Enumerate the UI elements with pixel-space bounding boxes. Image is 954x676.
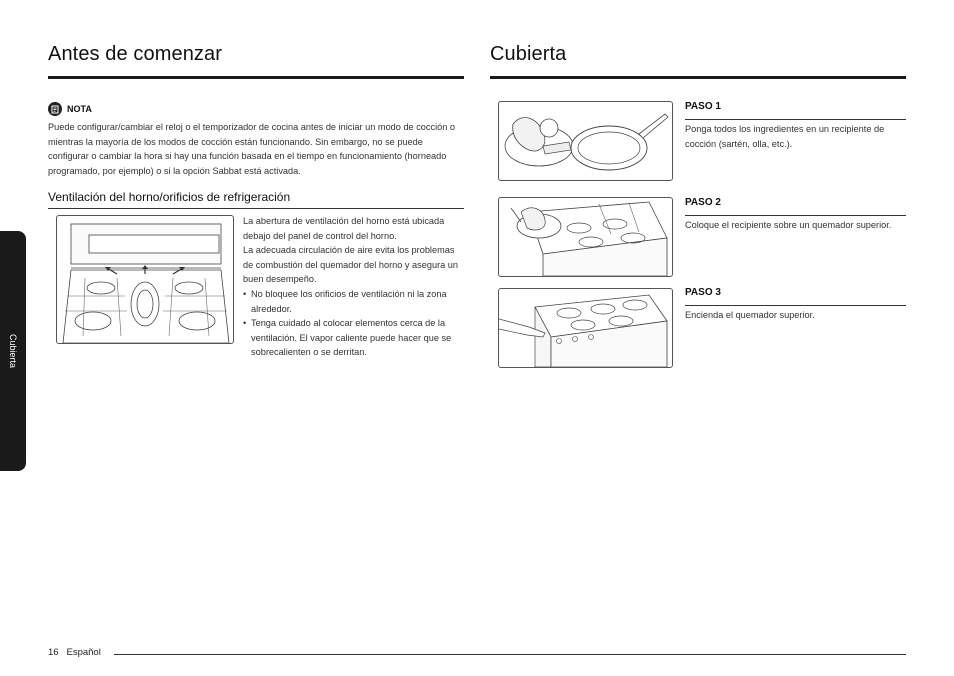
footer: [48, 647, 101, 658]
step3-rule: [685, 305, 906, 306]
left-title-rule: [48, 76, 464, 79]
step1-illustration: [498, 101, 673, 181]
step3-illustration: [498, 288, 673, 368]
left-page-title: Antes de comenzar: [48, 43, 223, 65]
step1-title: PASO 1: [685, 101, 721, 112]
ventilation-para-1: La abertura de ventilación del horno está ubicada debajo del panel de control del horno.: [243, 216, 445, 241]
oven-vent-illustration: [56, 215, 234, 344]
note-text: Puede configurar/cambiar el reloj o el temporizador de cocina antes de iniciar un modo de cocción o mientras la mayoría de los modos de cocción están funcionando. Sin embargo, no se puede configurar o cambiar la hora si hay una función basada en el tiempo en funcionamiento (horneado programado, por ejemplo) o si la opción Sabbat está activada.: [48, 122, 456, 176]
step1-rule: [685, 119, 906, 120]
note-label: NOTA: [67, 104, 92, 114]
ventilation-heading: Ventilación del horno/orificios de refrigeración: [48, 190, 291, 204]
ventilation-text: [243, 214, 465, 360]
side-tab-label: Cubierta: [8, 333, 18, 369]
note-icon: [48, 102, 62, 116]
step3-text: Encienda el quemador superior.: [685, 310, 815, 320]
page-number: 16: [48, 647, 59, 658]
step2-rule: [685, 215, 906, 216]
step3-title: PASO 3: [685, 287, 721, 298]
ventilation-rule: [48, 208, 464, 209]
ventilation-para-2: La adecuada circulación de aire evita los problemas de combustión del quemador del horno y asegura un buen desempeño.: [243, 245, 459, 285]
step2-illustration: [498, 197, 673, 277]
side-tab: [0, 231, 26, 471]
footer-rule: [114, 654, 906, 655]
step1-text: Ponga todos los ingredientes en un recipiente de cocción (sartén, olla, etc.).: [685, 124, 885, 149]
ventilation-bullet: • Tenga cuidado al colocar elementos cerca de la ventilación. El vapor caliente puede hacer que se sobrecalienten o se derritan.: [243, 316, 465, 360]
note-header: [48, 102, 92, 116]
right-page-title: Cubierta: [490, 43, 567, 65]
ventilation-bullets: [243, 287, 465, 360]
step2-title: PASO 2: [685, 197, 721, 208]
step2-text: Coloque el recipiente sobre un quemador superior.: [685, 220, 892, 230]
right-title-rule: [490, 76, 906, 79]
ventilation-bullet: • No bloquee los orificios de ventilación ni la zona alrededor.: [243, 287, 465, 316]
footer-language: Español: [66, 647, 101, 658]
